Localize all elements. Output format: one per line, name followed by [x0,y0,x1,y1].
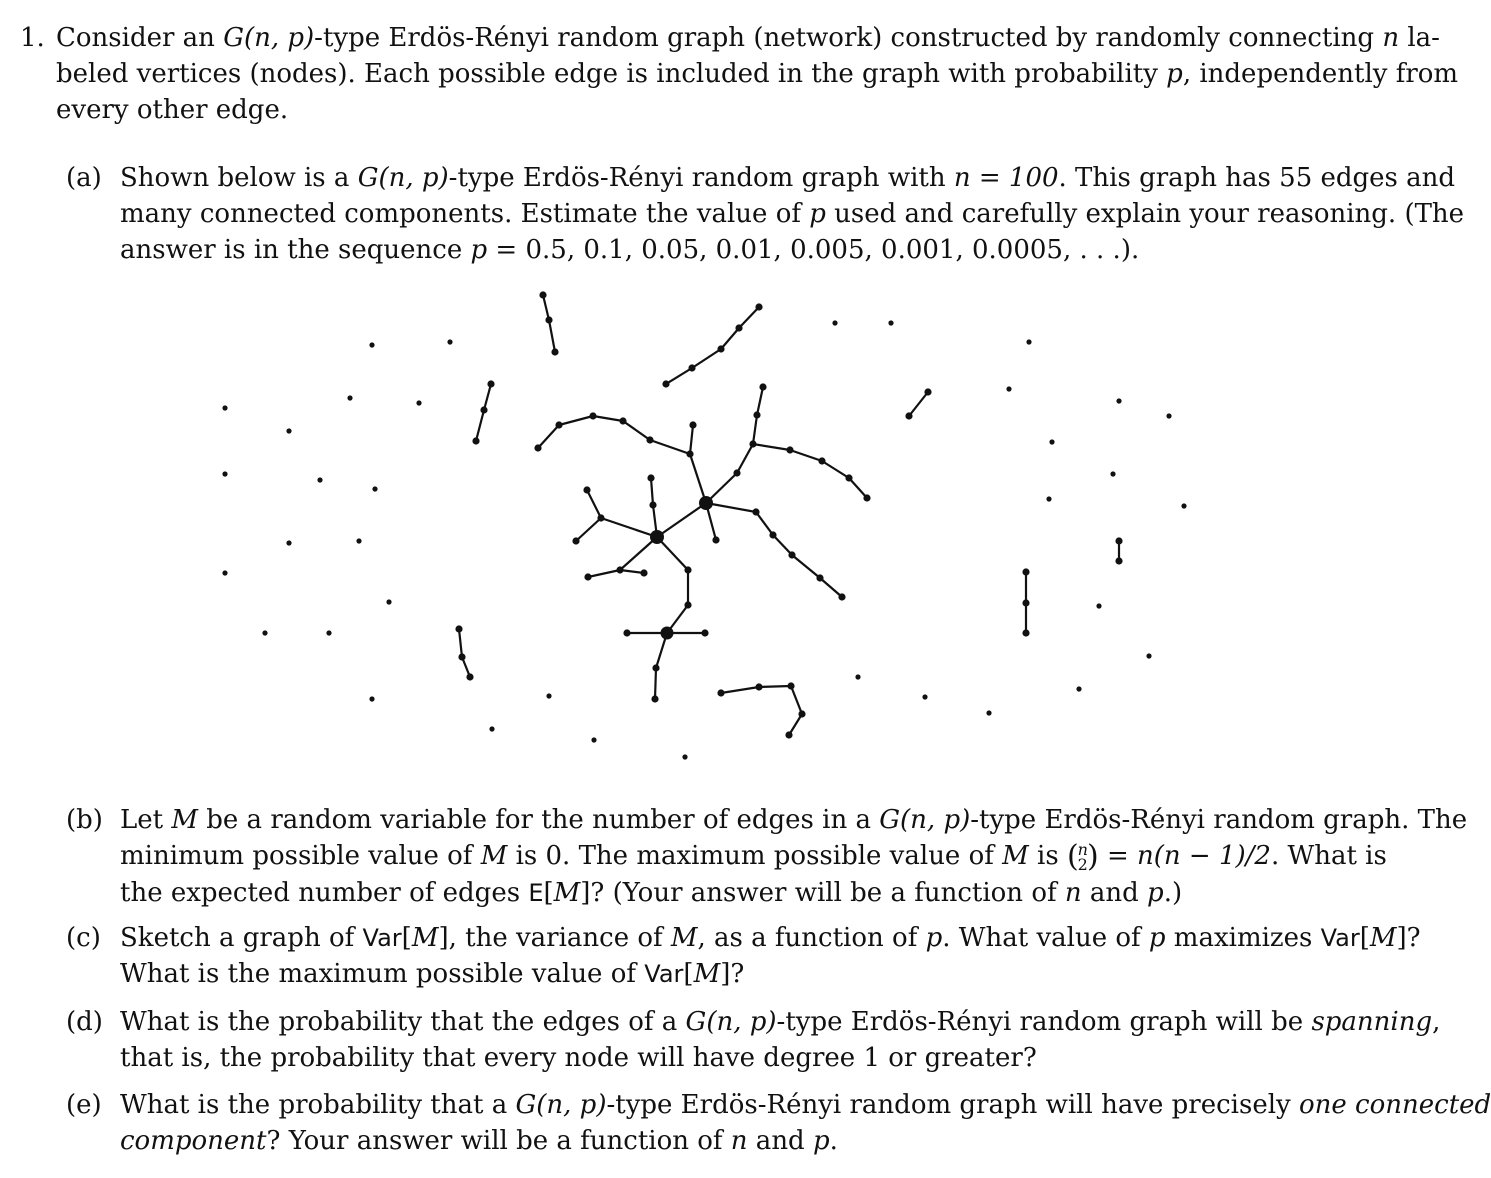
graph-nodes [222,291,1186,759]
isolated-node [326,630,331,635]
graph-node [1022,599,1029,606]
isolated-node [1166,413,1171,418]
graph-node [735,324,742,331]
part-d-text: What is the probability that the edges of a G(n, p)-type Erdös-Rényi random graph will be spanning, that is, the probability that every node will have degree 1 or greater? [120,1007,1441,1073]
graph-node [584,573,591,580]
graph-node [551,348,558,355]
part-c-label: (c) [66,923,101,953]
graph-edge [576,518,601,541]
isolated-node [922,694,927,699]
isolated-node [832,320,837,325]
random-graph-figure [0,280,1468,780]
graph-node [845,474,852,481]
part-e-text: What is the probability that a G(n, p)-type Erdös-Rényi random graph will have precisely one connected component? Your answer will be a function of n and p. [120,1090,1491,1156]
graph-edge [706,503,756,512]
isolated-node [356,538,361,543]
intro-line-3: every other edge. [56,95,289,125]
graph-edge [484,384,491,410]
graph-node [466,673,473,680]
graph-edge [849,478,867,498]
graph-node [652,664,659,671]
graph-node [755,303,762,310]
part-c-text: Sketch a graph of Var[M], the variance of M, as a function of p. What value of p maximizes Var[M]? What is the maximum possible value of Var[M]? [120,923,1421,989]
graph-node [684,566,691,573]
graph-node [863,494,870,501]
isolated-node [1146,653,1151,658]
graph-node [798,710,805,717]
graph-node [472,437,479,444]
graph-edge [692,349,721,368]
graph-node [686,450,693,457]
graph-edge [650,440,690,454]
graph-node [661,627,674,640]
graph-edge [909,392,928,416]
isolated-node [447,339,452,344]
graph-node [788,551,795,558]
graph-edge [666,368,692,384]
graph-node [650,530,664,544]
graph-edge [593,416,623,421]
graph-node [755,683,762,690]
isolated-node [682,754,687,759]
isolated-node [222,570,227,575]
graph-node [646,436,653,443]
graph-node [1022,629,1029,636]
isolated-node [369,342,374,347]
part-e-label: (e) [66,1090,102,1120]
graph-node [759,383,766,390]
isolated-node [1026,339,1031,344]
graph-edge [790,450,822,461]
isolated-node [1181,503,1186,508]
graph-edge [757,387,763,415]
isolated-node [317,477,322,482]
graph-node [733,469,740,476]
graph-edge [588,570,620,577]
graph-node [539,291,546,298]
binomial-coefficient: n 2 [1077,840,1088,874]
isolated-node [369,696,374,701]
problem-number: 1. [20,23,45,53]
graph-edges [459,295,1119,735]
graph-node [838,593,845,600]
graph-node [480,406,487,413]
graph-node [534,444,541,451]
graph-edge [753,444,790,450]
graph-node [1115,537,1122,544]
graph-node [712,536,719,543]
graph-edge [543,295,549,320]
isolated-node [986,710,991,715]
isolated-node [489,726,494,731]
graph-node [647,474,654,481]
graph-node [786,446,793,453]
graph-node [583,486,590,493]
graph-edge [690,454,706,503]
graph-node [749,440,756,447]
graph-node [545,316,552,323]
isolated-node [222,471,227,476]
isolated-node [1116,398,1121,403]
intro-line-1: Consider an G(n, p)-type Erdös-Rényi random graph (network) constructed by randomly connecting n la- [56,23,1440,53]
graph-node [1022,568,1029,575]
isolated-node [286,428,291,433]
graph-edge [773,535,792,555]
isolated-node [372,486,377,491]
graph-node [616,566,623,573]
graph-edge [476,410,484,441]
graph-edge [789,714,802,735]
graph-node [651,695,658,702]
graph-edge [822,461,849,478]
isolated-node [1049,439,1054,444]
isolated-node [262,630,267,635]
graph-edge [792,555,820,578]
graph-edge [739,307,759,328]
graph-edge [620,537,657,570]
graph-node [487,380,494,387]
graph-node [589,412,596,419]
problem-intro [56,20,1459,128]
graph-node [689,421,696,428]
graph-node [555,421,562,428]
graph-edge [601,518,657,537]
graph-node [455,625,462,632]
isolated-node [546,693,551,698]
graph-node [752,508,759,515]
graph-edge [737,444,753,473]
part-a-label: (a) [66,163,102,193]
graph-edge [459,629,462,657]
isolated-node [1096,603,1101,608]
graph-node [623,629,630,636]
graph-edge [753,415,757,444]
part-d-label: (d) [66,1007,103,1037]
graph-node [684,601,691,608]
isolated-node [1076,686,1081,691]
graph-edge [559,416,593,425]
graph-node [649,501,656,508]
isolated-node [286,540,291,545]
graph-node [1115,557,1122,564]
isolated-node [416,400,421,405]
part-b-text: Let M be a random variable for the number of edges in a G(n, p)-type Erdös-Rényi random graph. The minimum possible value of M is 0. The maximum possible value of M is (n 2) = n(n − 1)/2. What is the expected number of edges E[M]? (Your answer will be a function of n and p.) [120,805,1468,908]
part-a-text: Shown below is a G(n, p)-type Erdös-Rényi random graph with n = 100. This graph has 55 edges and many connected components. Estimate the value of p used and carefully explain your reasoning. (The answer is in the sequence p = 0.5, 0.1, 0.05, 0.01, 0.005, 0.001, 0.0005, . . .). [120,163,1465,265]
graph-edge [759,686,791,687]
graph-edge [721,687,759,693]
graph-node [787,682,794,689]
graph-node [769,531,776,538]
graph-node [905,412,912,419]
graph-edge [538,425,559,448]
isolated-node [591,737,596,742]
graph-node [717,345,724,352]
graph-node [458,653,465,660]
graph-edge [690,425,693,454]
isolated-node [1110,471,1115,476]
graph-edge [623,421,650,440]
graph-edge [820,578,842,597]
isolated-node [1046,496,1051,501]
graph-edge [721,328,739,349]
graph-edge [756,512,773,535]
graph-node [818,457,825,464]
intro-line-2: beled vertices (nodes). Each possible edge is included in the graph with probability p, independently from [56,59,1459,89]
graph-edge [549,320,555,352]
isolated-node [347,395,352,400]
isolated-node [222,405,227,410]
graph-node [753,411,760,418]
graph-node [572,537,579,544]
isolated-node [888,320,893,325]
graph-edge [587,490,601,518]
graph-node [717,689,724,696]
graph-node [662,380,669,387]
graph-node [688,364,695,371]
graph-node [785,731,792,738]
graph-edge [655,668,656,699]
part-b-label: (b) [66,805,103,835]
isolated-node [855,674,860,679]
isolated-node [1006,386,1011,391]
graph-node [597,514,604,521]
graph-edge [657,503,706,537]
graph-node [924,388,931,395]
graph-node [640,569,647,576]
isolated-node [386,599,391,604]
graph-node [816,574,823,581]
graph-node [619,417,626,424]
graph-edge [651,478,653,505]
graph-node [699,496,713,510]
graph-edge [791,686,802,714]
graph-edge [620,570,644,573]
graph-node [701,629,708,636]
